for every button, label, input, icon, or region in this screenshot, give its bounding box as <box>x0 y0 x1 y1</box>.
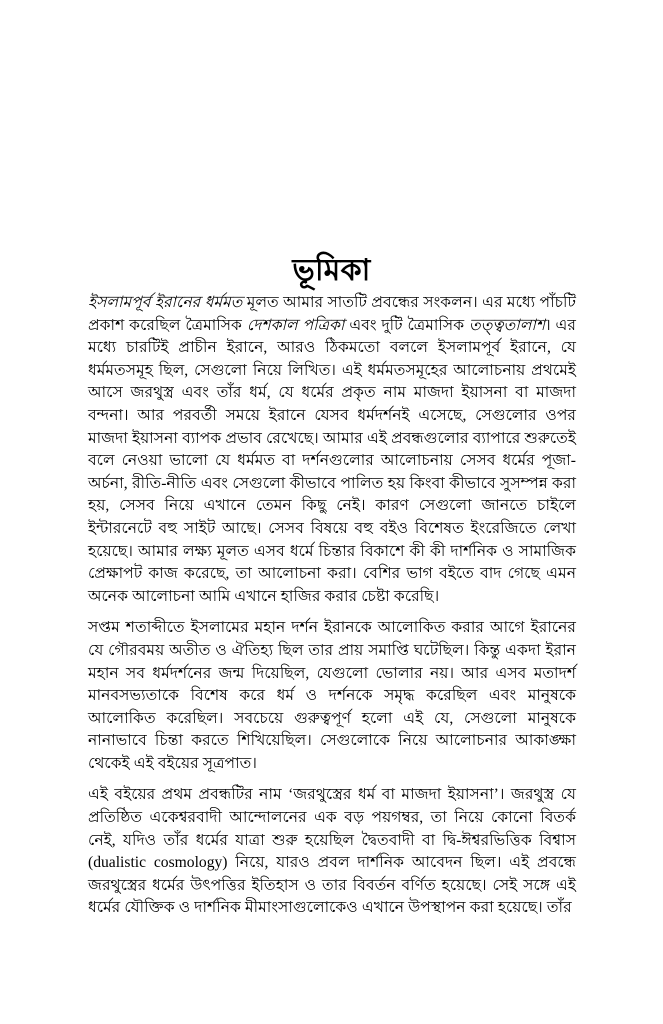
text-run: এবং দুটি ত্রৈমাসিক <box>344 316 469 334</box>
para-3 <box>88 784 576 920</box>
text-run: সপ্তম শতাব্দীতে ইসলামের মহান দর্শন ইরানকে আলোকিত করার আগে ইরানের যে গৌরবময় অতীত ও ঐতিহ্য ছিল তার প্রায় সমাপ্তি ঘটেছিল। কিন্তু একদা ইরান মহান সব ধর্মদর্শনের জন্ম দিয়েছিল, যেগুলো ভোলার নয়। আর এসব মতাদর্শ মানবসভ্যতাকে বিশেষ করে ধর্ম ও দর্শনকে সমৃদ্ধ করেছিল এবং মানুষকে আলোকিত করেছিল। সবচেয়ে গুরুত্বপূর্ণ হলো এই যে, সেগুলো মানুষকে নানাভাবে চিন্তা করতে শিখিয়েছিল। সেগুলোকে নিয়ে আলোচনার আকাঙ্ক্ষা থেকেই এই বইয়ের সূত্রপাত। <box>88 619 576 772</box>
text-run: । এর মধ্যে চারটিই প্রাচীন ইরানে, আরও ঠিকমতো বললে ইসলামপূর্ব ইরানে, যে ধর্মমতসমূহ ছিল, সেগুলো নিয়ে লিখিত। এই ধর্মমতসমূহের আলোচনায় প্রথমেই আসে জরথুস্ত্র এবং তাঁর ধর্ম, যে ধর্মের প্রকৃত নাম মাজদা ইয়াসনা বা মাজদা বন্দনা। আর পরবর্তী সময়ে ইরানে যেসব ধর্মদর্শনই এসেছে, সেগুলোর ওপর মাজদা ইয়াসনা ব্যাপক প্রভাব রেখেছে। আমার এই প্রবন্ধগুলোর ব্যাপারে শুরুতেই বলে নেওয়া ভালো যে ধর্মমত বা দর্শনগুলোর আলোচনায় সেসব ধর্মের পূজা-অর্চনা, রীতি-নীতি এবং সেগুলো কীভাবে পালিত হয় কিংবা কীভাবে সুসম্পন্ন করা হয়, সেসব নিয়ে এখানে তেমন কিছু নেই। কারণ সেগুলো জানতে চাইলে ইন্টারনেটে বহু সাইট আছে। সেসব বিষয়ে বহু বইও বিশেষত ইংরেজিতে লেখা হয়েছে। আমার লক্ষ্য মূলত এসব ধর্মে চিন্তার বিকাশে কী কী দার্শনিক ও সামাজিক প্রেক্ষাপট কাজ করেছে, তা আলোচনা করা। বেশির ভাগ বইতে বাদ গেছে এমন অনেক আলোচনা আমি এখানে হাজির করার চেষ্টা করেছি। <box>88 316 576 605</box>
italic-run: তত্ত্বতালাশ <box>469 316 546 334</box>
body-text-block <box>88 292 576 920</box>
para-2 <box>88 617 576 775</box>
page-title: ভূমিকা <box>292 254 371 288</box>
text-run: নিয়ে, যারও প্রবল দার্শনিক আবেদন ছিল। এই প্রবন্ধে জরথুস্ত্রের ধর্মের উৎপত্তির ইতিহাস ও তার বিবর্তন বর্ণিত হয়েছে। সেই সঙ্গে এই ধর্মের যৌক্তিক ও দার্শনিক মীমাংসাগুলোকেও এখানে উপস্থাপন করা হয়েছে। তাঁর <box>88 854 576 917</box>
italic-run: ইসলামপূর্ব ইরানের ধর্মমত <box>88 294 243 311</box>
latin-run: (dualistic cosmology) <box>88 854 228 872</box>
italic-run: দেশকাল পত্রিকা <box>246 316 345 334</box>
text-run: মূলত আমার সাতটি প্রবন্ধের সংকলন। এর মধ্যে পাঁচটি প্রকাশ করেছিল ত্রৈমাসিক <box>88 294 576 334</box>
para-1 <box>88 292 576 608</box>
text-run: এই বইয়ের প্রথম প্রবন্ধটির নাম ‘জরথুস্ত্রের ধর্ম বা মাজদা ইয়াসনা’। জরথুস্ত্র যে প্রতিষ্ঠিত একেশ্বরবাদী আন্দোলনের এক বড় পয়গম্বর, তা নিয়ে কোনো বিতর্ক নেই, যদিও তাঁর ধর্মের যাত্রা শুরু হয়েছিল দ্বৈতবাদী বা দ্বি-ঈশ্বরভিত্তিক বিশ্বাস <box>88 786 576 849</box>
